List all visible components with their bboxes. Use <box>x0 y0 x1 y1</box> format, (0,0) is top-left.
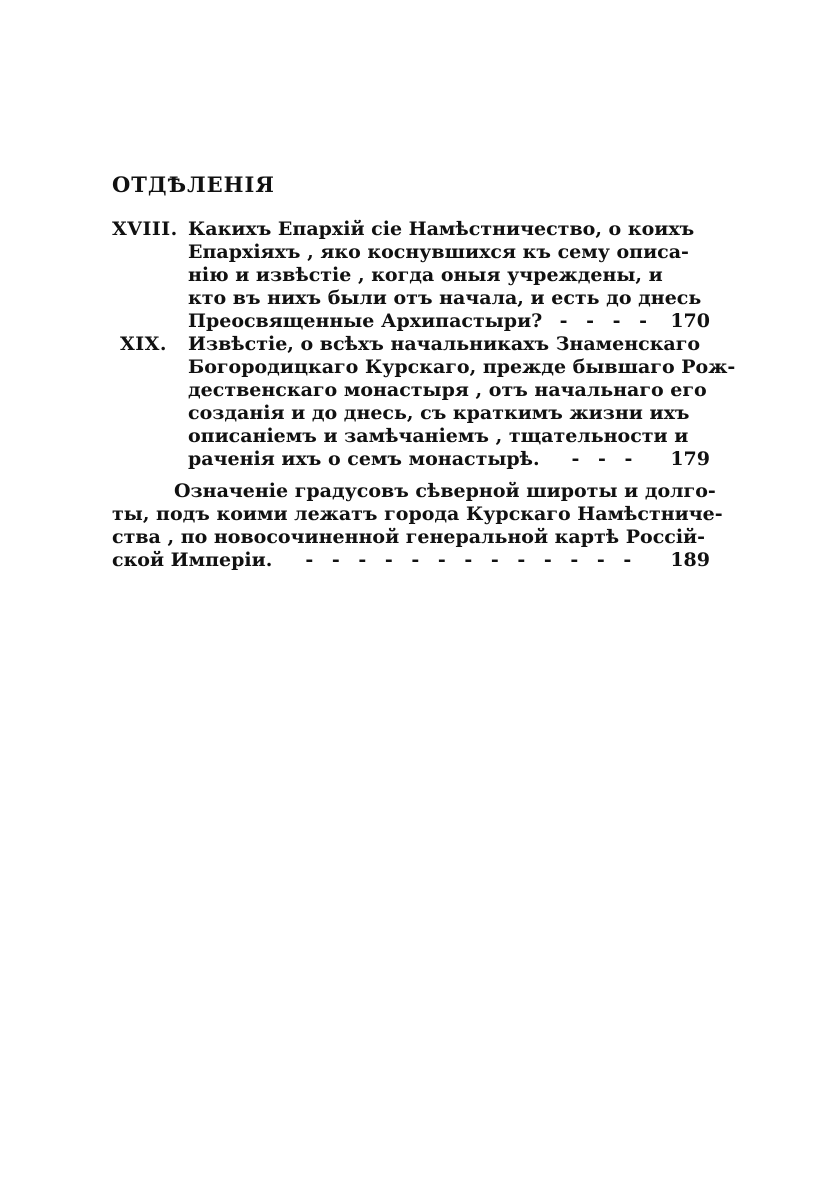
contents-entry-xviii <box>112 218 710 333</box>
entry-number: XIX. <box>120 333 167 355</box>
note-line: ства , по новосочиненной генеральной картѣ Россій- <box>112 526 706 548</box>
entry-line: дественскаго монастыря , отъ начальнаго его <box>188 379 707 401</box>
page-number: 179 <box>670 448 710 470</box>
entry-line: Богородицкаго Курскаго, прежде бывшаго Рож- <box>188 356 736 378</box>
section-heading: ОТДѢЛЕНІЯ <box>112 172 275 197</box>
contents-note <box>112 480 723 572</box>
entry-line: Какихъ Епархій сіе Намѣстничество, о коихъ <box>188 218 695 240</box>
page-number: 170 <box>670 310 710 332</box>
entry-last-line <box>188 448 710 471</box>
note-line: ской Имперіи. <box>112 549 273 571</box>
dot-leader: - - - <box>571 448 639 470</box>
entry-line: Епархіяхъ , яко коснувшихся къ сему описа- <box>188 241 689 263</box>
entry-line: созданія и до днесь, съ краткимъ жизни ихъ <box>188 402 690 424</box>
note-last-line <box>112 549 710 572</box>
entry-number: XVIII. <box>112 218 178 240</box>
entry-line: раченія ихъ о семъ монастырѣ. <box>188 448 540 470</box>
entry-line: описаніемъ и замѣчаніемъ , тщательности и <box>188 425 689 447</box>
page-number: 189 <box>670 549 710 571</box>
entry-line: Извѣстіе, о всѣхъ начальникахъ Знаменскаго <box>188 333 701 355</box>
entry-line: нію и извѣстіе , когда оныя учреждены, и <box>188 264 663 286</box>
dot-leader: - - - - <box>559 310 654 332</box>
entry-line: Преосвященные Архипастыри? <box>188 310 543 332</box>
note-line: Означеніе градусовъ сѣверной широты и долго- <box>174 480 716 502</box>
dot-leader: - - - - - - - - - - - - - <box>305 549 638 571</box>
entry-text <box>188 218 710 333</box>
contents-entry-xix <box>112 333 736 470</box>
note-line: ты, подъ коими лежатъ города Курскаго Намѣстниче- <box>112 503 723 525</box>
entry-line: кто въ нихъ были отъ начала, и есть до днесь <box>188 287 702 309</box>
entry-text <box>188 333 736 471</box>
entry-last-line <box>188 310 710 333</box>
